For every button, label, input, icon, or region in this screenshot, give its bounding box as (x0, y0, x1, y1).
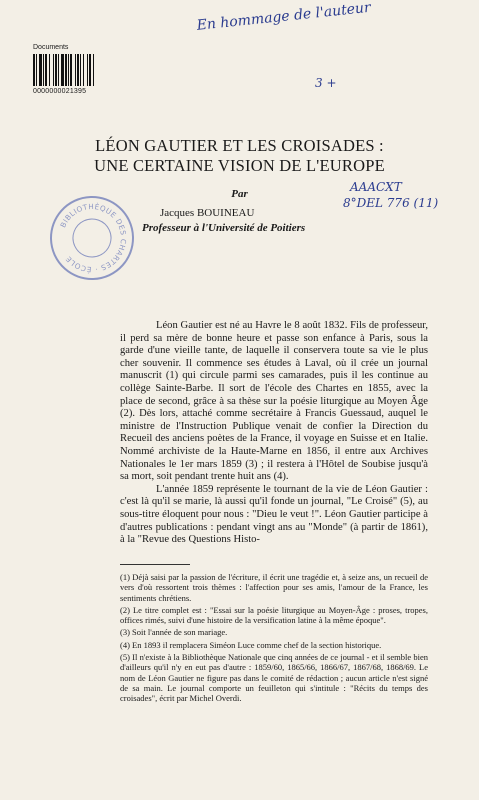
stamp-seal-icon (41, 187, 144, 290)
barcode-label (33, 44, 123, 95)
handwritten-mark: 3 + (315, 76, 337, 90)
barcode-number: 0000000021395 (33, 88, 87, 95)
library-stamp (38, 184, 146, 292)
handwritten-dedication: En hommage de l'auteur (196, 0, 372, 34)
article-body (120, 320, 428, 547)
body-paragraph-2: L'année 1859 représente le tournant de la vie de Léon Gautier : c'est là qu'il se marie, là aussi qu'il fonde un journal, "Le Croisé" (5), au sous-titre éloquent pour nous : "Dieu le veut !". Léon Gautier participe à d'autres publications : pendant vingt ans au "Monde" (à partir de 1861), à la "Revue des Questions Histo- (120, 483, 428, 546)
footnote-5: (5) Il n'existe à la Bibliothèque Nationale que cinq années de ce journal - et il semble bien d'ailleurs qu'il n'y en eut pas d'autre : 1859/60, 1865/66, 1866/67, 1867/68, 1868/69. Le nom de Léon Gautier ne figure pas dans le comité de rédaction ; aucun article n'est signé de sa main. Le journal comporte un feuilleton qui s'intitule : "Récits du temps des croisades", écrit par Michel Overdi. (120, 652, 428, 704)
footnote-4: (4) En 1893 il remplacera Siméon Luce comme chef de la section historique. (120, 639, 382, 650)
article-title-line2: UNE CERTAINE VISION DE L'EUROPE (94, 156, 385, 175)
footnote-separator (120, 564, 190, 565)
body-paragraph-1: Léon Gautier est né au Havre le 8 août 1832. Fils de professeur, il perd sa mère de bonne heure et passe son enfance à Paris, sous la garde d'une vieille tante, de laquelle il conservera toute sa vie le plus cher souvenir. Il commence ses études à Laval, où il crée un journal manuscrit (1) qui circule parmi ses camarades, puis il les continue au collège Sainte-Barbe. Il sort de l'école des Chartes en 1855, avec la place de second, grâce à sa thèse sur la poésie liturgique au Moyen Âge (2). Dès lors, attaché comme secrétaire à Francis Guessaud, auquel le ministre de l'Instruction Publique venait de confier la Direction du Recueil des anciens poètes de la France, il voyage en Suisse et en Italie. Nommé archiviste de la Haute-Marne en 1856, il entre aux Archives Nationales le 1er mars 1859 (3) ; il restera à l'Hôtel de Soubise jusqu'à sa mort, soit pendant trente huit ans (4). (120, 320, 428, 483)
article-title-line1: LÉON GAUTIER ET LES CROISADES : (95, 136, 384, 155)
footnote-3: (3) Soit l'année de son mariage. (120, 627, 228, 638)
barcode-bars (33, 54, 123, 86)
byline-par: Par (231, 188, 248, 200)
footnotes (120, 572, 428, 706)
footnote-2: (2) Le titre complet est : "Essai sur la poésie liturgique au Moyen-Âge : proses, tropes, offices rimés, suivi d'une histoire de la versification latine à la même époque". (120, 604, 428, 626)
barcode-bar (94, 54, 95, 86)
svg-text:BIBLIOTHÈQUE DES CHARTES · ÉCO: BIBLIOTHÈQUE DES CHARTES · ÉCOLE (58, 201, 129, 275)
barcode-caption: Documents (33, 44, 69, 51)
author-affiliation: Professeur à l'Université de Poitiers (142, 222, 306, 234)
footnote-1: (1) Déjà saisi par la passion de l'écriture, il écrit une tragédie et, à seize ans, un recueil de vers d'où ressortent trois thèmes : l'affection pour ses amis, l'amour de la France, les sentiments chrétiens. (120, 572, 428, 603)
handwritten-shelfmark-line1: AAACXT (350, 180, 402, 194)
author-name: Jacques BOUINEAU (160, 207, 255, 219)
handwritten-shelfmark-line2: 8°DEL 776 (11) (343, 196, 439, 210)
